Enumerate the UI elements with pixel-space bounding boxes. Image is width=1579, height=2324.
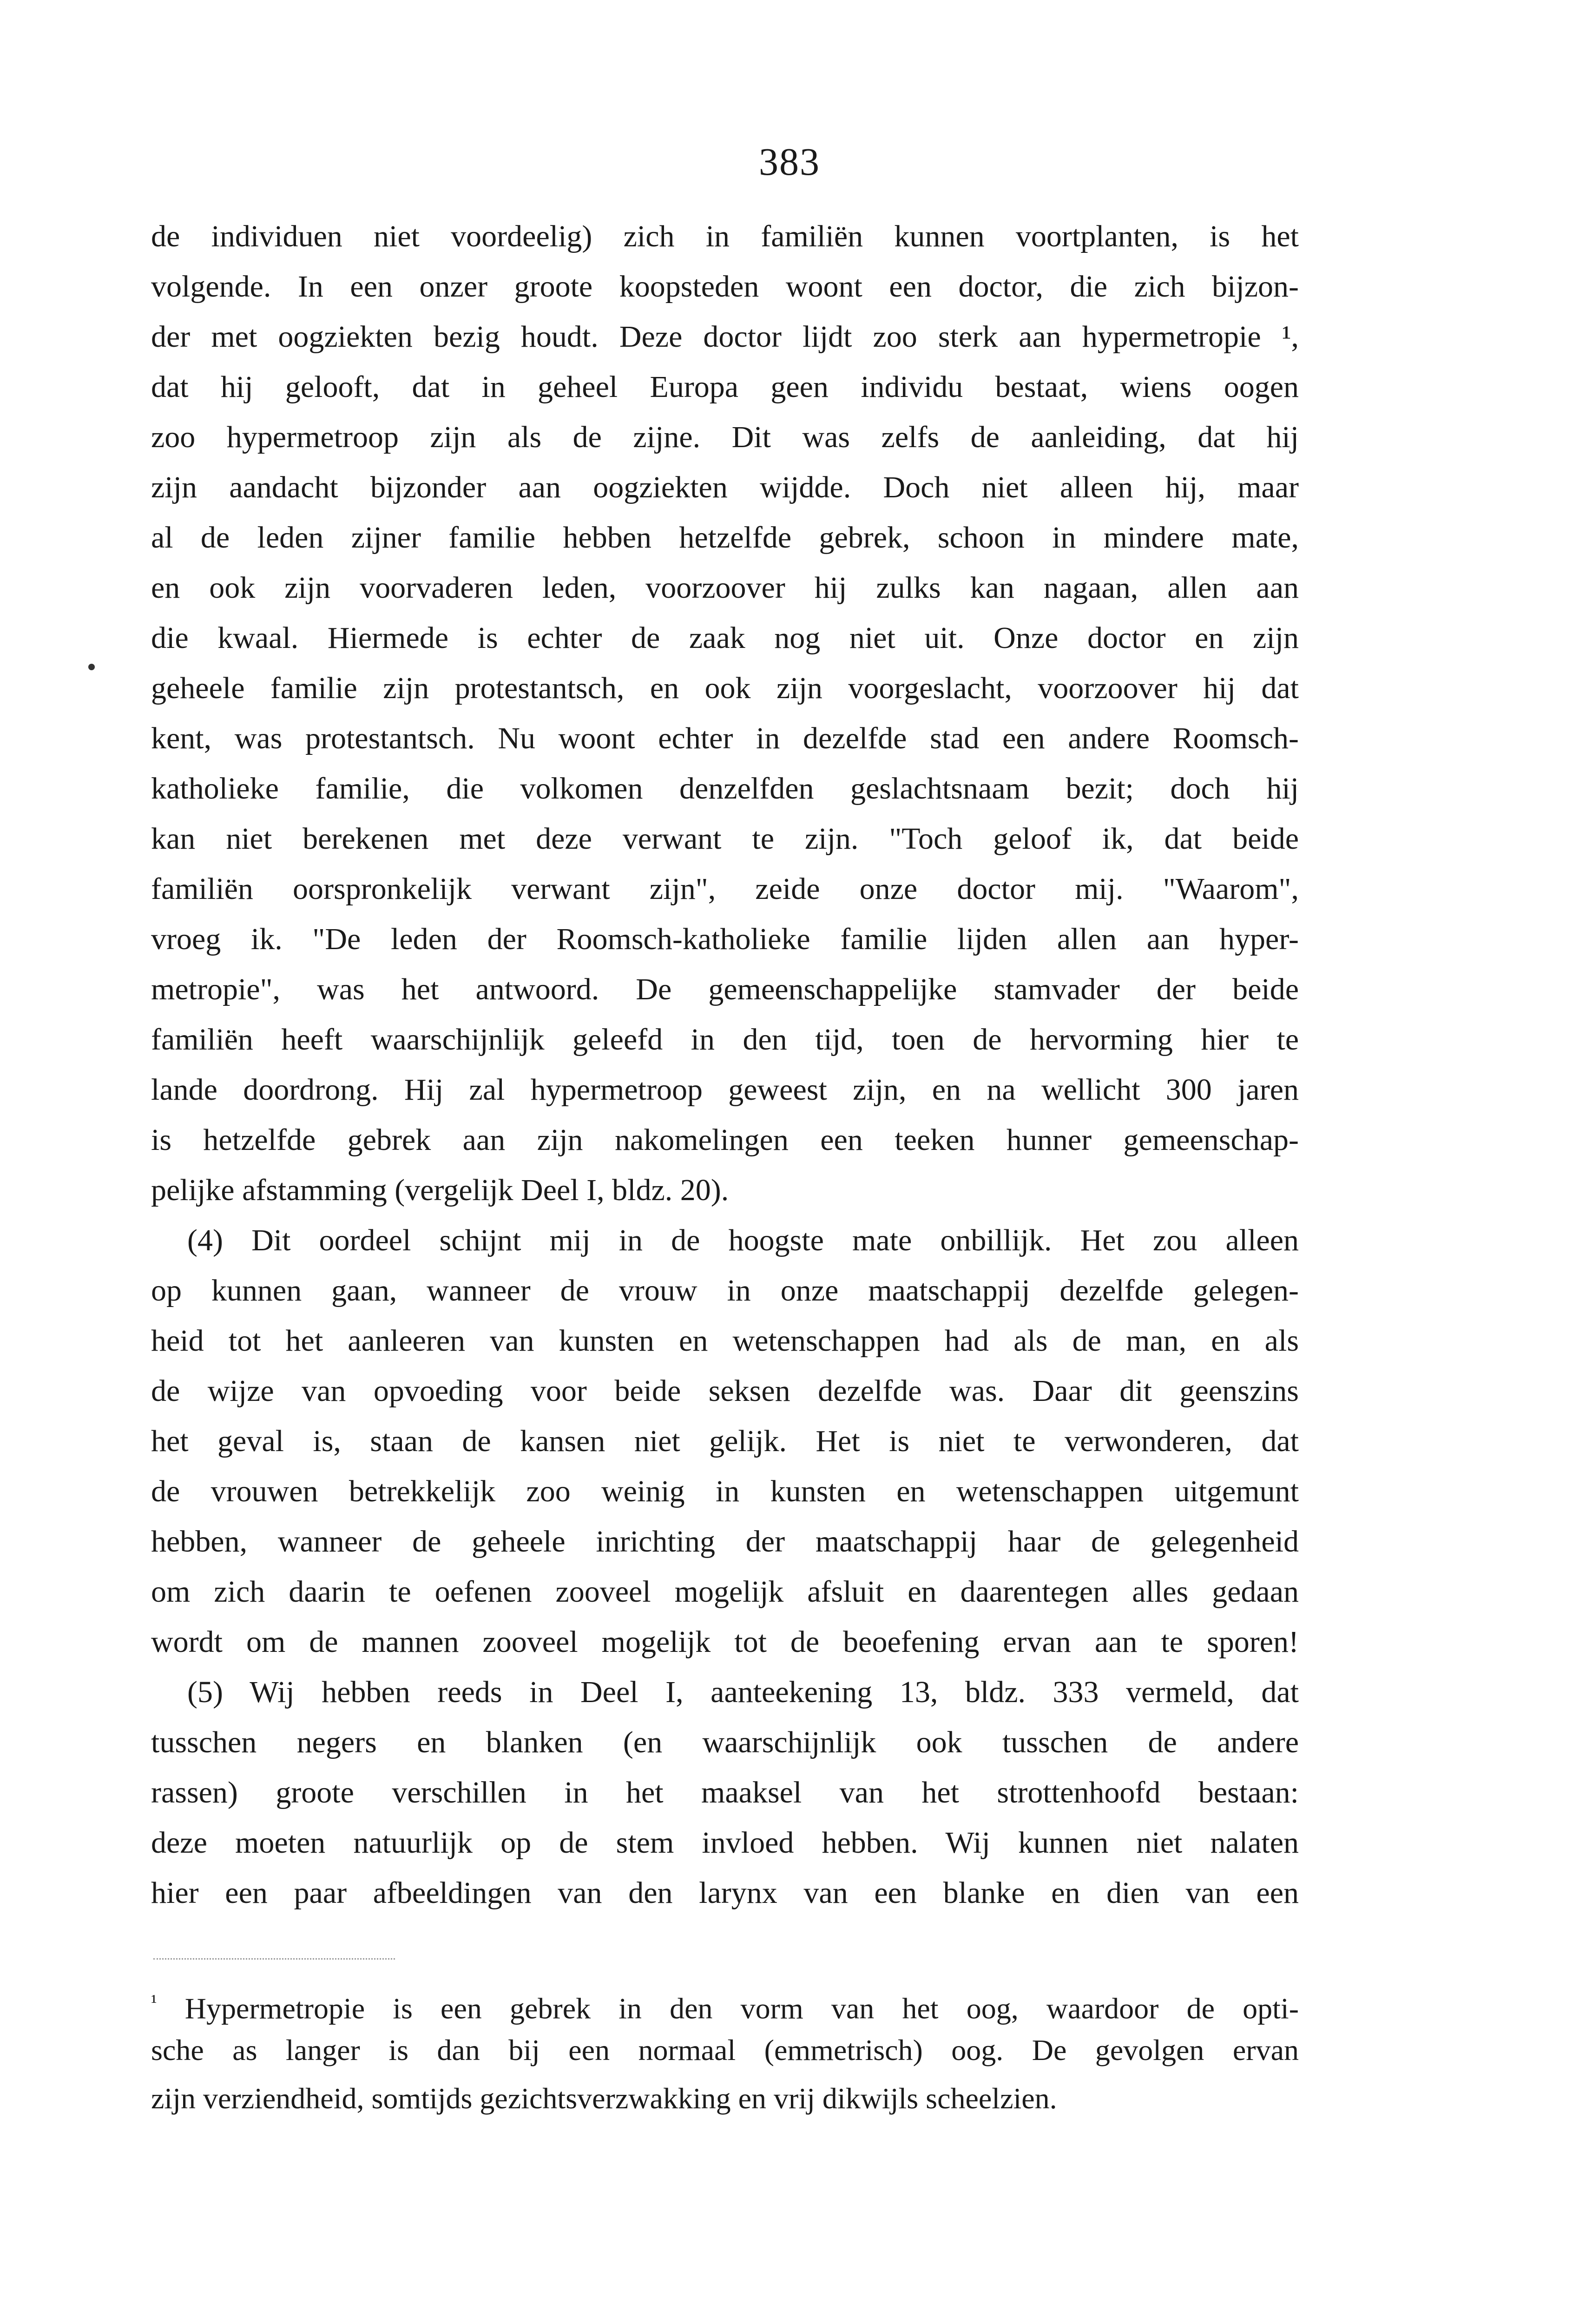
- footnote-line: sche as langer is dan bij een normaal (emmetrisch) oog. De gevolgen ervan: [151, 2034, 1299, 2067]
- footnote: [151, 1978, 1299, 2123]
- text-line: zijn aandacht bijzonder aan oogziekten wijdde. Doch niet alleen hij, maar: [151, 470, 1299, 504]
- text-line: volgende. In een onzer groote koopsteden woont een doctor, die zich bijzon-: [151, 270, 1299, 304]
- text-line: rassen) groote verschillen in het maaksel van het strottenhoofd bestaan:: [151, 1776, 1299, 1809]
- text-line: dat hij gelooft, dat in geheel Europa geen individu bestaat, wiens oogen: [151, 370, 1299, 404]
- text-line: (4) Dit oordeel schijnt mij in de hoogste mate onbillijk. Het zou alleen: [187, 1223, 1299, 1257]
- body-text: [151, 211, 1299, 1918]
- text-line: katholieke familie, die volkomen denzelfden geslachtsnaam bezit; doch hij: [151, 772, 1299, 805]
- text-line: en ook zijn voorvaderen leden, voorzoover hij zulks kan nagaan, allen aan: [151, 571, 1299, 605]
- footnote-line: zijn verziendheid, somtijds gezichtsverzwakking en vrij dikwijls scheelzien.: [151, 2082, 1057, 2115]
- page-number: 383: [759, 140, 820, 184]
- text-line: der met oogziekten bezig houdt. Deze doctor lijdt zoo sterk aan hypermetropie ¹,: [151, 320, 1299, 354]
- text-line: hebben, wanneer de geheele inrichting der maatschappij haar de gelegenheid: [151, 1525, 1299, 1558]
- footnote-text: Hypermetropie is een gebrek in den vorm van het oog, waardoor de opti-: [184, 1992, 1299, 2025]
- text-line: geheele familie zijn protestantsch, en ook zijn voorgeslacht, voorzoover hij dat: [151, 671, 1299, 705]
- text-line: al de leden zijner familie hebben hetzelfde gebrek, schoon in mindere mate,: [151, 521, 1299, 555]
- footnote-marker: ¹: [151, 1991, 157, 2013]
- ink-speck: [88, 664, 95, 670]
- text-line: kent, was protestantsch. Nu woont echter in dezelfde stad een andere Roomsch-: [151, 721, 1299, 755]
- text-line: de wijze van opvoeding voor beide seksen dezelfde was. Daar dit geenszins: [151, 1374, 1299, 1408]
- text-line: is hetzelfde gebrek aan zijn nakomelingen een teeken hunner gemeenschap-: [151, 1123, 1299, 1157]
- text-line: vroeg ik. "De leden der Roomsch-katholieke familie lijden allen aan hyper-: [151, 922, 1299, 956]
- text-line: zoo hypermetroop zijn als de zijne. Dit was zelfs de aanleiding, dat hij: [151, 420, 1299, 454]
- text-line: de vrouwen betrekkelijk zoo weinig in kunsten en wetenschappen uitgemunt: [151, 1474, 1299, 1508]
- text-line: familiën oorspronkelijk verwant zijn", zeide onze doctor mij. "Waarom",: [151, 872, 1299, 906]
- text-line: metropie", was het antwoord. De gemeenschappelijke stamvader der beide: [151, 972, 1299, 1006]
- text-line: die kwaal. Hiermede is echter de zaak nog niet uit. Onze doctor en zijn: [151, 621, 1299, 655]
- text-line: deze moeten natuurlijk op de stem invloed hebben. Wij kunnen niet nalaten: [151, 1826, 1299, 1860]
- text-line: heid tot het aanleeren van kunsten en wetenschappen had als de man, en als: [151, 1324, 1299, 1358]
- footnote-line: [151, 1978, 1299, 2026]
- text-line: lande doordrong. Hij zal hypermetroop geweest zijn, en na wellicht 300 jaren: [151, 1073, 1299, 1107]
- text-line: de individuen niet voordeelig) zich in familiën kunnen voortplanten, is het: [151, 219, 1299, 253]
- text-line: familiën heeft waarschijnlijk geleefd in den tijd, toen de hervorming hier te: [151, 1023, 1299, 1056]
- text-line: hier een paar afbeeldingen van den larynx van een blanke en dien van een: [151, 1876, 1299, 1910]
- text-line: op kunnen gaan, wanneer de vrouw in onze maatschappij dezelfde gelegen-: [151, 1274, 1299, 1307]
- text-line: wordt om de mannen zooveel mogelijk tot de beoefening ervan aan te sporen!: [151, 1625, 1299, 1659]
- footnote-separator: [153, 1958, 395, 1960]
- text-line: het geval is, staan de kansen niet gelijk. Het is niet te verwonderen, dat: [151, 1424, 1299, 1458]
- text-line: kan niet berekenen met deze verwant te zijn. "Toch geloof ik, dat beide: [151, 822, 1299, 856]
- text-line: pelijke afstamming (vergelijk Deel I, bldz. 20).: [151, 1173, 729, 1207]
- text-line: om zich daarin te oefenen zooveel mogelijk afsluit en daarentegen alles gedaan: [151, 1575, 1299, 1609]
- text-line: tusschen negers en blanken (en waarschijnlijk ook tusschen de andere: [151, 1725, 1299, 1759]
- text-line: (5) Wij hebben reeds in Deel I, aanteekening 13, bldz. 333 vermeld, dat: [187, 1675, 1299, 1709]
